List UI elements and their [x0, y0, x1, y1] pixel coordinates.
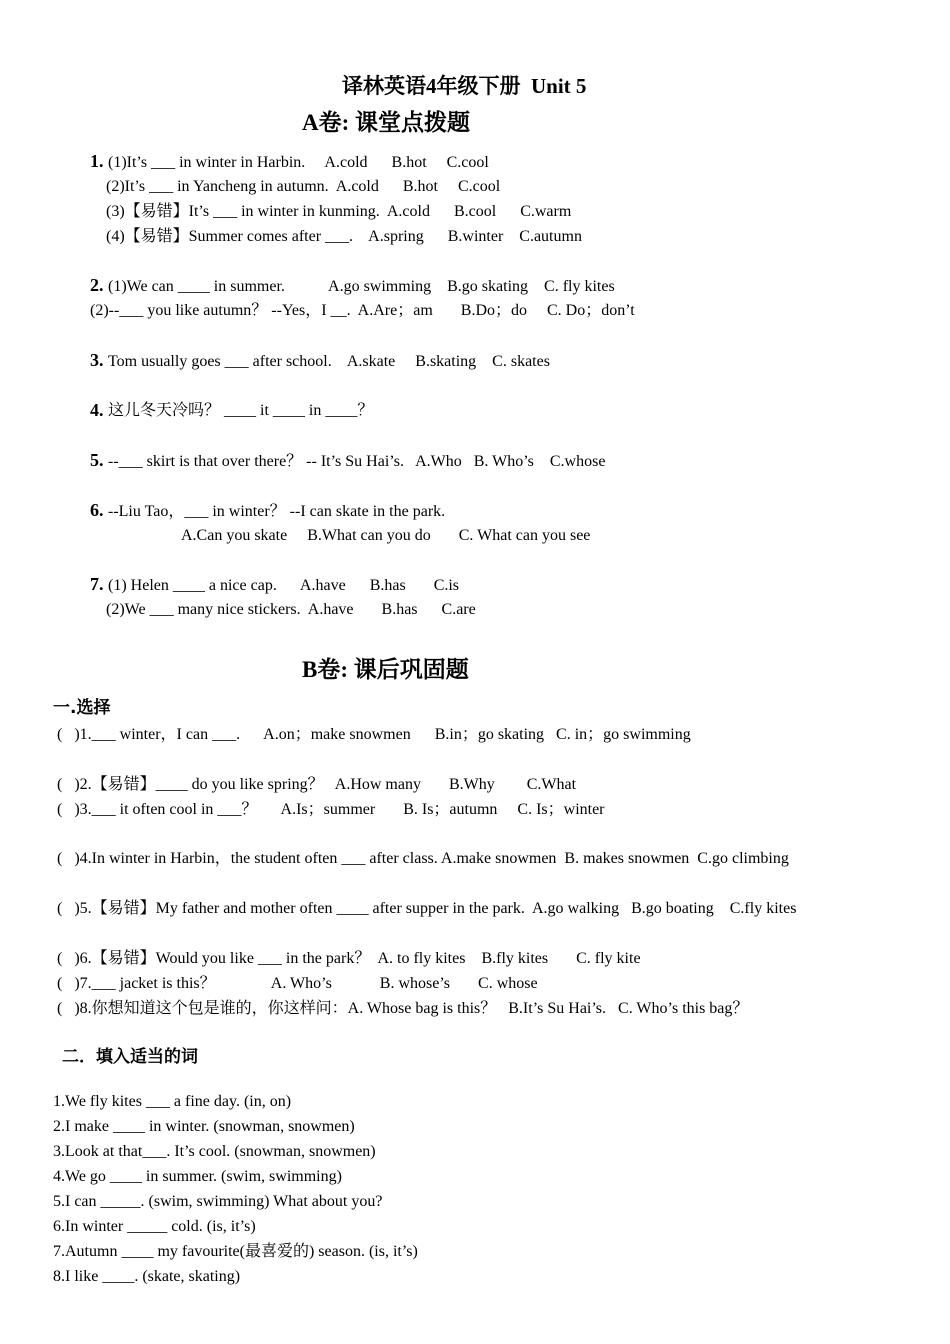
choice-item: ( )3.___ it often cool in ___？ A.Is；summer B. Is；autumn C. Is；winter: [57, 801, 605, 818]
document-title: 译林英语4年级下册 Unit 5: [342, 74, 587, 98]
fill-item: 5.I can _____. (swim, swimming) What about you?: [53, 1193, 383, 1210]
question-line: (3)【易错】It’s ___ in winter in kunming. A.cold B.cool C.warm: [106, 203, 572, 220]
fill-item: 1.We fly kites ___ a fine day. (in, on): [53, 1093, 292, 1110]
question-line: --Liu Tao，___ in winter？ --I can skate in the park.: [108, 503, 446, 520]
fill-item: 4.We go ____ in summer. (swim, swimming): [53, 1168, 342, 1185]
part-b-heading: B卷: 课后巩固题: [302, 657, 469, 682]
section-heading: 一.选择: [53, 698, 111, 718]
question-number: 3.: [90, 350, 104, 370]
question-number: 7.: [90, 574, 104, 594]
section-heading: 二．填入适当的词: [62, 1047, 198, 1067]
question-line: (1)We can ____ in summer. A.go swimming B.go skating C. fly kites: [108, 278, 615, 295]
question-line: (2)We ___ many nice stickers. A.have B.has C.are: [106, 601, 476, 618]
choice-item: ( )8.你想知道这个包是谁的，你这样问：A. Whose bag is this？ B.It’s Su Hai’s. C. Who’s this bag？: [57, 1000, 749, 1017]
fill-item: 2.I make ____ in winter. (snowman, snowmen): [53, 1118, 355, 1135]
fill-item: 7.Autumn ____ my favourite(最喜爱的) season. (is, it’s): [53, 1243, 418, 1260]
choice-item: ( )2.【易错】____ do you like spring？ A.How many B.Why C.What: [57, 776, 577, 793]
question-number: 2.: [90, 275, 104, 295]
choice-item: ( )7.___ jacket is this？ A. Who’s B. whose’s C. whose: [57, 975, 538, 992]
question-line: --___ skirt is that over there？ -- It’s Su Hai’s. A.Who B. Who’s C.whose: [108, 453, 606, 470]
choice-item: ( )1.___ winter，I can ___. A.on；make snowmen B.in；go skating C. in；go swimming: [57, 726, 691, 743]
fill-item: 6.In winter _____ cold. (is, it’s): [53, 1218, 256, 1235]
question-line: 这儿冬天冷吗？ ____ it ____ in ____？: [108, 402, 374, 419]
question-line: (2)--___ you like autumn？ --Yes，I __. A.Are；am B.Do；do C. Do；don’t: [90, 302, 635, 319]
choice-item: ( )5.【易错】My father and mother often ____ after supper in the park. A.go walking B.go boating C.fly kites: [57, 900, 797, 917]
choice-item: ( )4.In winter in Harbin，the student often ___ after class. A.make snowmen B. makes snowmen C.go climbing: [57, 850, 789, 867]
question-line: (1) Helen ____ a nice cap. A.have B.has C.is: [108, 577, 460, 594]
part-a-heading: A卷: 课堂点拨题: [302, 110, 471, 135]
question-number: 1.: [90, 151, 104, 171]
question-line: (1)It’s ___ in winter in Harbin. A.cold B.hot C.cool: [108, 154, 489, 171]
question-number: 4.: [90, 400, 104, 420]
question-line: Tom usually goes ___ after school. A.skate B.skating C. skates: [108, 353, 550, 370]
question-number: 5.: [90, 450, 104, 470]
question-line: (4)【易错】Summer comes after ___. A.spring B.winter C.autumn: [106, 228, 582, 245]
question-number: 6.: [90, 500, 104, 520]
question-line: (2)It’s ___ in Yancheng in autumn. A.cold B.hot C.cool: [106, 178, 501, 195]
question-options: A.Can you skate B.What can you do C. What can you see: [181, 527, 591, 544]
fill-item: 3.Look at that___. It’s cool. (snowman, snowmen): [53, 1143, 376, 1160]
choice-item: ( )6.【易错】Would you like ___ in the park？ A. to fly kites B.fly kites C. fly kite: [57, 950, 641, 967]
fill-item: 8.I like ____. (skate, skating): [53, 1268, 241, 1285]
